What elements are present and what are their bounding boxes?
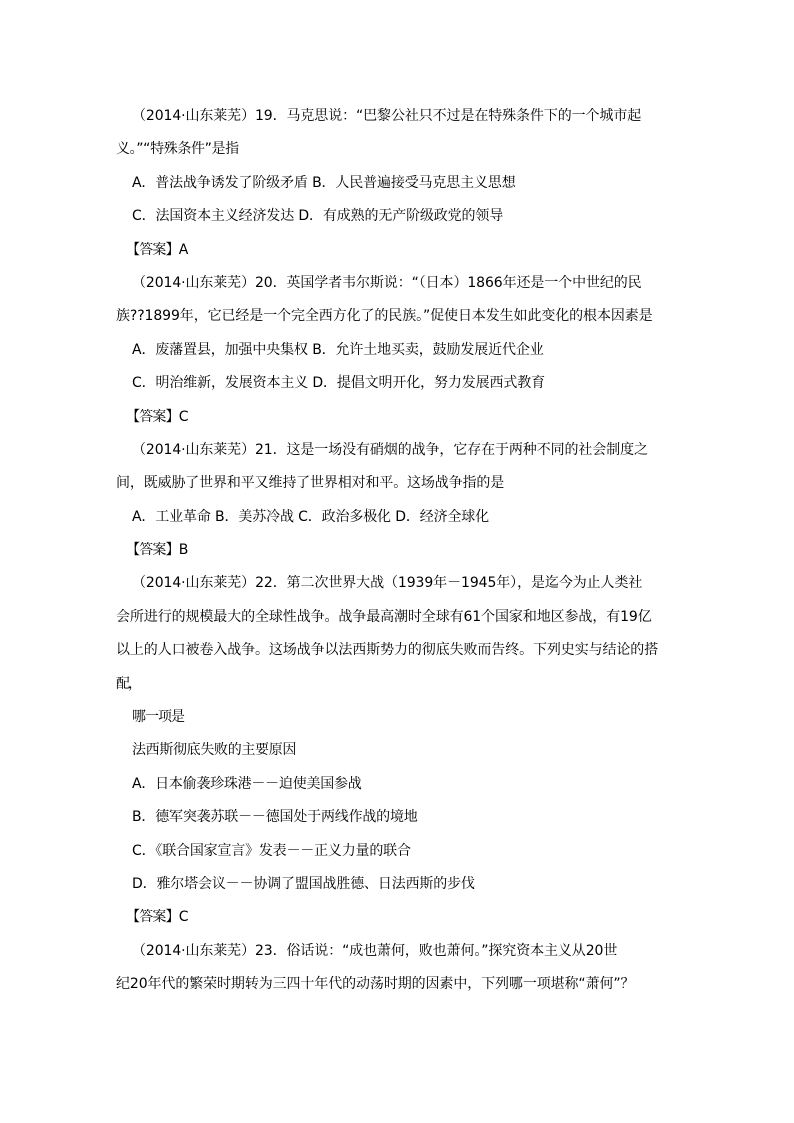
- text-line: A．普法战争诱发了阶级矛盾 B．人民普遍接受马克思主义思想: [132, 174, 516, 191]
- text-line: C．《联合国家宣言》发表－－正义力量的联合: [132, 842, 411, 859]
- text-line: 法西斯彻底失败的主要原因: [132, 742, 297, 759]
- text-line: （2014·山东莱芜）20．英国学者韦尔斯说：“（日本）1866年还是一个中世纪的民: [132, 274, 642, 291]
- text-line: （2014·山东莱芜）23．俗话说：“成也萧何，败也萧何。”探究资本主义从20世: [132, 942, 618, 959]
- text-line: 族??1899年，它已经是一个完全西方化了的民族。”促使日本发生如此变化的根本因素是: [116, 308, 653, 325]
- text-line: 配，: [116, 675, 140, 692]
- text-line: 以上的人口被卷入战争。这场战争以法西斯势力的彻底失败而告终。下列史实与结论的搭: [116, 642, 659, 659]
- text-line: 间，既威胁了世界和平又维持了世界相对和平。这场战争指的是: [116, 475, 505, 492]
- answer-line: 【答案】C: [126, 408, 188, 425]
- answer-line: 【答案】B: [126, 542, 188, 559]
- text-line: 会所进行的规模最大的全球性战争。战争最高潮时全球有61个国家和地区参战，有19亿: [116, 608, 652, 625]
- text-line: A．废藩置县，加强中央集权 B．允许土地买卖，鼓励发展近代企业: [132, 341, 544, 358]
- text-line: C．明治维新，发展资本主义 D．提倡文明开化，努力发展西式教育: [132, 375, 545, 392]
- text-line: （2014·山东莱芜）22．第二次世界大战（1939年－1945年），是迄今为止人类社: [132, 575, 643, 592]
- text-line: D．雅尔塔会议－－协调了盟国战胜德、日法西斯的步伐: [132, 875, 475, 892]
- answer-line: 【答案】C: [126, 909, 188, 926]
- text-line: C．法国资本主义经济发达 D．有成熟的无产阶级政党的领导: [132, 208, 504, 225]
- text-line: 哪一项是: [132, 709, 184, 726]
- answer-line: 【答案】A: [126, 241, 188, 258]
- text-line: B．德军突袭苏联－－德国处于两线作战的境地: [132, 809, 418, 826]
- text-line: 义。”“特殊条件”是指: [116, 141, 239, 158]
- document-body: [116, 100, 686, 1002]
- text-line: （2014·山东莱芜）19．马克思说：“巴黎公社只不过是在特殊条件下的一个城市起: [132, 108, 642, 124]
- text-line: A．工业革命 B．美苏冷战 C．政治多极化 D．经济全球化: [132, 508, 490, 525]
- text-line: （2014·山东莱芜）21．这是一场没有硝烟的战争，它存在于两种不同的社会制度之: [132, 441, 648, 458]
- text-line: A．日本偷袭珍珠港－－迫使美国参战: [132, 775, 362, 792]
- text-line: 纪20年代的繁荣时期转为三四十年代的动荡时期的因素中，下列哪一项堪称“萧何”？: [116, 976, 635, 993]
